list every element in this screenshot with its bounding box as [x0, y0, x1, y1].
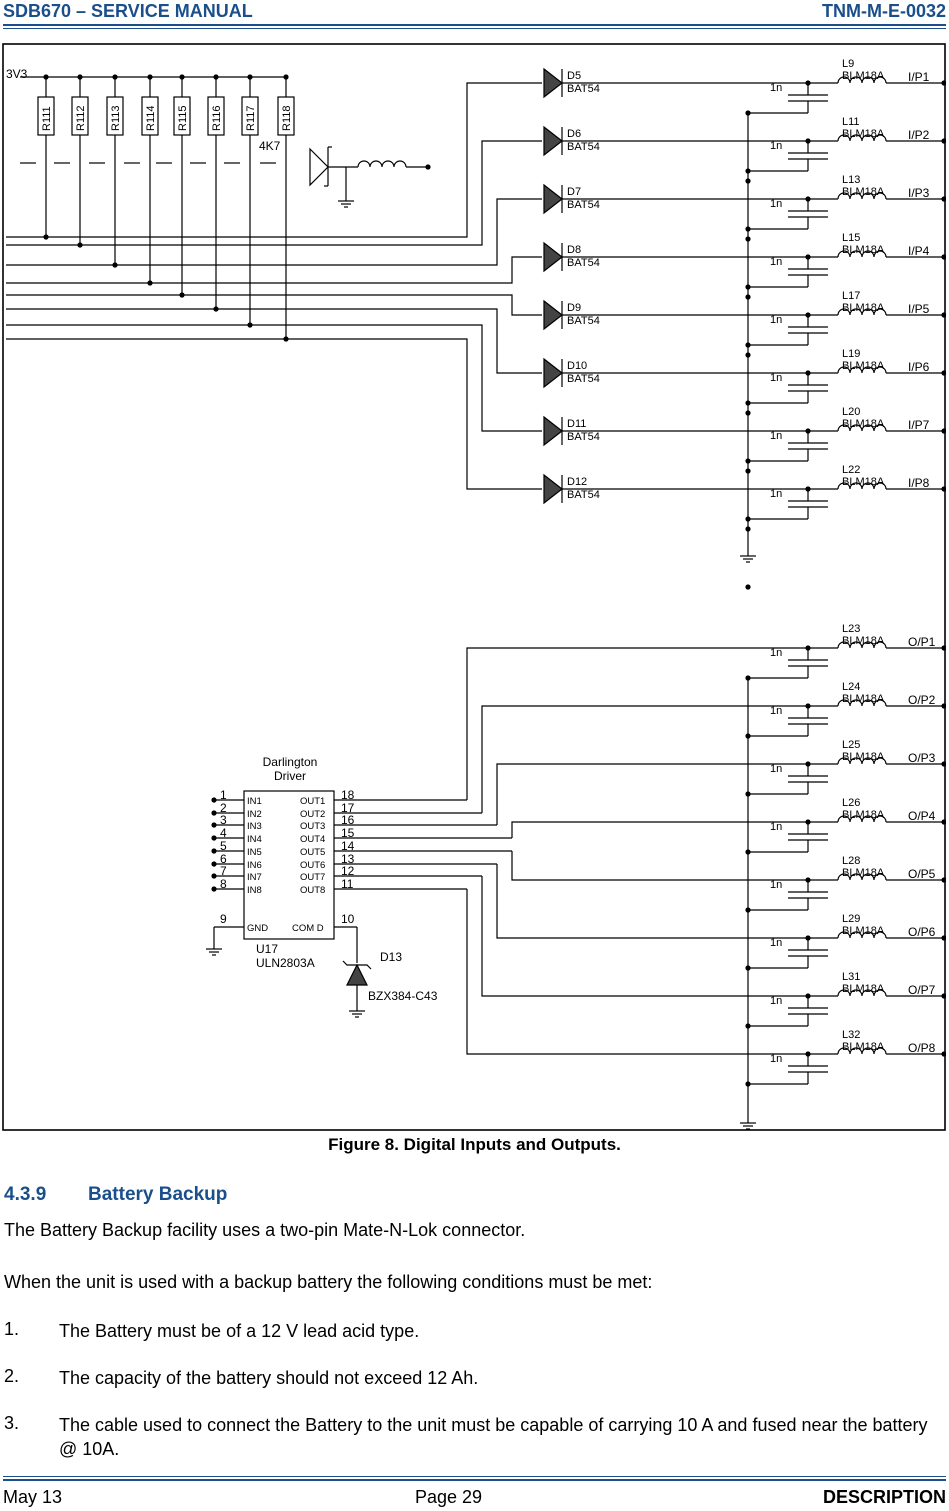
inductor-type: BLM18A — [842, 925, 885, 937]
pin-name: COM D — [292, 923, 324, 934]
list-text: The cable used to connect the Battery to the unit must be capable of carrying 10 A and fused near the battery @ 10A. — [59, 1415, 928, 1459]
zener-part: BZX384-C43 — [368, 989, 438, 1003]
output-label: O/P5 — [908, 867, 936, 881]
pin-number: 16 — [341, 813, 355, 827]
section-number: 4.3.9 — [4, 1184, 47, 1205]
pin-number: 10 — [341, 912, 355, 926]
output-label: O/P1 — [908, 635, 936, 649]
inductor-type: BLM18A — [842, 751, 885, 763]
junction-dot — [805, 80, 810, 85]
resistor-label: R116 — [211, 105, 223, 131]
pin-number: 14 — [341, 839, 355, 853]
junction-dot — [805, 993, 810, 998]
junction-dot — [805, 254, 810, 259]
pin-number: 7 — [220, 864, 227, 878]
junction-dot — [805, 877, 810, 882]
terminal-dot — [941, 1051, 946, 1056]
diode-type: BAT54 — [567, 489, 600, 501]
resistor-label: R112 — [75, 105, 87, 131]
pin-name: IN6 — [247, 860, 262, 871]
terminal-dot — [941, 703, 946, 708]
coil — [358, 161, 406, 167]
output-wire — [497, 864, 838, 938]
input-label: I/P3 — [908, 186, 930, 200]
terminal-dot — [941, 761, 946, 766]
pin-name: IN1 — [247, 796, 262, 807]
terminal-dot — [211, 848, 216, 853]
inductor-type: BLM18A — [842, 1041, 885, 1053]
footer-section: DESCRIPTION — [822, 1487, 946, 1507]
inductor-ref: L32 — [842, 1029, 861, 1041]
inductor-type: BLM18A — [842, 867, 885, 879]
diode-type: BAT54 — [567, 141, 600, 153]
junction-dot — [805, 312, 810, 317]
resistor-label: R118 — [281, 105, 293, 131]
terminal-dot — [941, 935, 946, 940]
input-label: I/P4 — [908, 244, 930, 258]
junction-dot — [805, 196, 810, 201]
schematic-diagram — [2, 43, 946, 1131]
diode-type: BAT54 — [567, 83, 600, 95]
capacitor-value: 1n — [770, 763, 783, 775]
pin-number: 1 — [220, 788, 227, 802]
input-wire — [6, 257, 542, 283]
input-wire — [6, 309, 542, 373]
pin-number: 11 — [341, 877, 354, 891]
footer-page: Page 29 — [415, 1487, 483, 1507]
pin-number: 6 — [220, 852, 227, 866]
list-number: 2. — [4, 1366, 20, 1386]
inductor-ref: L28 — [842, 855, 861, 867]
terminal-dot — [941, 993, 946, 998]
terminal-dot — [941, 877, 946, 882]
terminal-dot — [941, 645, 946, 650]
schematic-frame — [3, 44, 945, 1130]
pin-name: GND — [247, 923, 269, 934]
input-wire — [6, 199, 542, 265]
inductor-ref: L23 — [842, 623, 861, 635]
capacitor-value: 1n — [770, 140, 783, 152]
pin-name: OUT3 — [300, 821, 326, 832]
terminal-dot — [211, 797, 216, 802]
diode-type: BAT54 — [567, 315, 600, 327]
resistor-label: R114 — [145, 105, 157, 131]
terminal-dot — [211, 873, 216, 878]
pin-number: 12 — [341, 864, 355, 878]
zener-diode — [347, 965, 367, 985]
header-right: TNM-M-E-0032 — [821, 1, 946, 21]
inductor-ref: L9 — [842, 58, 855, 70]
capacitor-value: 1n — [770, 647, 783, 659]
junction-dot — [805, 935, 810, 940]
footer-rule — [3, 1479, 946, 1481]
input-label: I/P5 — [908, 302, 930, 316]
inductor-type: BLM18A — [842, 418, 885, 430]
page-header — [0, 0, 949, 24]
output-wire — [482, 706, 838, 813]
resistor-label: R117 — [245, 105, 257, 131]
input-label: I/P2 — [908, 128, 930, 142]
junction-dot — [805, 761, 810, 766]
junction-dot — [805, 645, 810, 650]
driver-title: Darlington — [262, 755, 318, 769]
inductor-type: BLM18A — [842, 244, 885, 256]
pin-name: IN5 — [247, 847, 262, 858]
pin-number: 17 — [341, 801, 355, 815]
diode-type: BAT54 — [567, 257, 600, 269]
driver-ref: U17 — [256, 942, 279, 956]
terminal-dot — [941, 80, 946, 85]
inductor-ref: L24 — [842, 681, 861, 693]
pin-name: OUT7 — [300, 872, 326, 883]
pin-number: 2 — [220, 801, 227, 815]
input-wire — [6, 325, 542, 431]
pin-name: OUT2 — [300, 809, 326, 820]
junction-dot — [805, 1051, 810, 1056]
output-wire — [512, 851, 838, 880]
bat54-diode — [544, 359, 562, 387]
output-label: O/P7 — [908, 983, 936, 997]
diode-ref: D5 — [567, 70, 582, 82]
junction-dot — [805, 138, 810, 143]
input-label: I/P6 — [908, 360, 930, 374]
diode-ref: D6 — [567, 128, 582, 140]
inductor-type: BLM18A — [842, 128, 885, 140]
capacitor-value: 1n — [770, 256, 783, 268]
paragraph: The Battery Backup facility uses a two-pin Mate-N-Lok connector. — [4, 1220, 526, 1240]
inductor-type: BLM18A — [842, 476, 885, 488]
inductor-ref: L20 — [842, 406, 861, 418]
diode-ref: D12 — [567, 476, 588, 488]
terminal-dot — [941, 254, 946, 259]
output-wire — [482, 876, 838, 996]
junction-dot — [745, 584, 750, 589]
terminal-dot — [941, 370, 946, 375]
terminal-dot — [941, 196, 946, 201]
bat54-diode — [544, 301, 562, 329]
junction-dot — [805, 819, 810, 824]
pin-name: OUT5 — [300, 847, 326, 858]
bat54-diode — [544, 417, 562, 445]
list-number: 1. — [4, 1319, 20, 1339]
resistor-value: 4K7 — [259, 139, 281, 153]
header-rule-thin — [3, 28, 946, 29]
inductor-type: BLM18A — [842, 186, 885, 198]
pin-number: 8 — [220, 877, 227, 891]
bat54-diode — [544, 127, 562, 155]
terminal-dot — [941, 428, 946, 433]
pin-name: IN3 — [247, 821, 262, 832]
inductor-ref: L29 — [842, 913, 861, 925]
inductor-type: BLM18A — [842, 635, 885, 647]
diode-ref: D11 — [567, 418, 587, 430]
capacitor-value: 1n — [770, 705, 783, 717]
footer-rule-thin — [3, 1476, 946, 1477]
pin-name: IN7 — [247, 872, 262, 883]
section-title: Battery Backup — [88, 1184, 228, 1205]
input-label: I/P7 — [908, 418, 930, 432]
section-heading — [4, 1184, 228, 1206]
figure-caption: Figure 8. Digital Inputs and Outputs. — [328, 1135, 621, 1154]
paragraph: When the unit is used with a backup battery the following conditions must be met: — [4, 1272, 653, 1292]
junction-dot — [805, 370, 810, 375]
resistor-label: R113 — [110, 105, 122, 131]
output-wire — [512, 822, 838, 838]
pin-number: 18 — [341, 788, 355, 802]
capacitor-value: 1n — [770, 821, 783, 833]
pin-name: OUT6 — [300, 860, 326, 871]
terminal-dot — [211, 861, 216, 866]
terminal-dot — [941, 486, 946, 491]
driver-title: Driver — [274, 769, 306, 783]
footer-date: May 13 — [3, 1487, 63, 1507]
diode-ref: D9 — [567, 302, 582, 314]
inductor-ref: L19 — [842, 348, 861, 360]
junction-dot — [805, 428, 810, 433]
pin-name: IN2 — [247, 809, 262, 820]
inductor-type: BLM18A — [842, 693, 885, 705]
diode-ref: D7 — [567, 186, 582, 198]
junction-dot — [805, 486, 810, 491]
header-rule — [3, 24, 946, 26]
output-label: O/P3 — [908, 751, 936, 765]
inductor-ref: L26 — [842, 797, 861, 809]
supply-label: 3V3 — [6, 67, 28, 81]
list-text: The capacity of the battery should not exceed 12 Ah. — [59, 1368, 479, 1388]
pin-name: IN8 — [247, 885, 262, 896]
zener-ref: D13 — [380, 950, 403, 964]
diode-type: BAT54 — [567, 199, 600, 211]
pin-number: 9 — [220, 912, 227, 926]
inductor-ref: L15 — [842, 232, 861, 244]
terminal-dot — [211, 810, 216, 815]
bat54-diode — [544, 69, 562, 97]
capacitor-value: 1n — [770, 82, 783, 94]
terminal-dot — [941, 819, 946, 824]
inductor-ref: L25 — [842, 739, 861, 751]
diode-type: BAT54 — [567, 373, 600, 385]
terminal-dot — [425, 164, 430, 169]
tvs-diode — [310, 149, 328, 185]
input-wire — [6, 141, 542, 245]
driver-part: ULN2803A — [256, 956, 315, 970]
input-label: I/P8 — [908, 476, 930, 490]
terminal-dot — [211, 886, 216, 891]
output-wire — [467, 889, 838, 1054]
pin-number: 15 — [341, 826, 355, 840]
output-label: O/P4 — [908, 809, 936, 823]
capacitor-value: 1n — [770, 430, 783, 442]
output-wire — [467, 648, 838, 800]
pin-number: 13 — [341, 852, 355, 866]
inductor-type: BLM18A — [842, 70, 885, 82]
capacitor-value: 1n — [770, 372, 783, 384]
capacitor-value: 1n — [770, 198, 783, 210]
capacitor-value: 1n — [770, 879, 783, 891]
terminal-dot — [941, 312, 946, 317]
capacitor-value: 1n — [770, 314, 783, 326]
capacitor-value: 1n — [770, 1053, 783, 1065]
inductor-ref: L17 — [842, 290, 861, 302]
junction-dot — [805, 703, 810, 708]
capacitor-value: 1n — [770, 488, 783, 500]
terminal-dot — [941, 138, 946, 143]
terminal-dot — [211, 822, 216, 827]
list-text: The Battery must be of a 12 V lead acid type. — [59, 1321, 420, 1341]
diode-type: BAT54 — [567, 431, 600, 443]
diode-ref: D8 — [567, 244, 582, 256]
inductor-ref: L22 — [842, 464, 861, 476]
bat54-diode — [544, 243, 562, 271]
pin-name: OUT4 — [300, 834, 326, 845]
capacitor-value: 1n — [770, 937, 783, 949]
pin-name: OUT1 — [300, 796, 326, 807]
pin-number: 4 — [220, 826, 227, 840]
bat54-diode — [544, 475, 562, 503]
list-number: 3. — [4, 1413, 20, 1433]
terminal-dot — [211, 835, 216, 840]
pin-name: IN4 — [247, 834, 262, 845]
inductor-type: BLM18A — [842, 809, 885, 821]
inductor-ref: L31 — [842, 971, 861, 983]
inductor-type: BLM18A — [842, 360, 885, 372]
resistor-label: R111 — [41, 106, 53, 131]
bat54-diode — [544, 185, 562, 213]
capacitor-value: 1n — [770, 995, 783, 1007]
inductor-type: BLM18A — [842, 302, 885, 314]
output-label: O/P6 — [908, 925, 936, 939]
output-label: O/P2 — [908, 693, 936, 707]
input-wire — [6, 295, 542, 315]
inductor-ref: L13 — [842, 174, 861, 186]
output-label: O/P8 — [908, 1041, 936, 1055]
inductor-type: BLM18A — [842, 983, 885, 995]
inductor-ref: L11 — [842, 116, 860, 128]
pin-name: OUT8 — [300, 885, 326, 896]
pin-number: 3 — [220, 813, 227, 827]
header-left: SDB670 – SERVICE MANUAL — [3, 1, 253, 21]
input-wire — [6, 339, 542, 489]
pin-number: 5 — [220, 839, 227, 853]
diode-ref: D10 — [567, 360, 588, 372]
resistor-label: R115 — [177, 105, 189, 131]
input-label: I/P1 — [908, 70, 930, 84]
